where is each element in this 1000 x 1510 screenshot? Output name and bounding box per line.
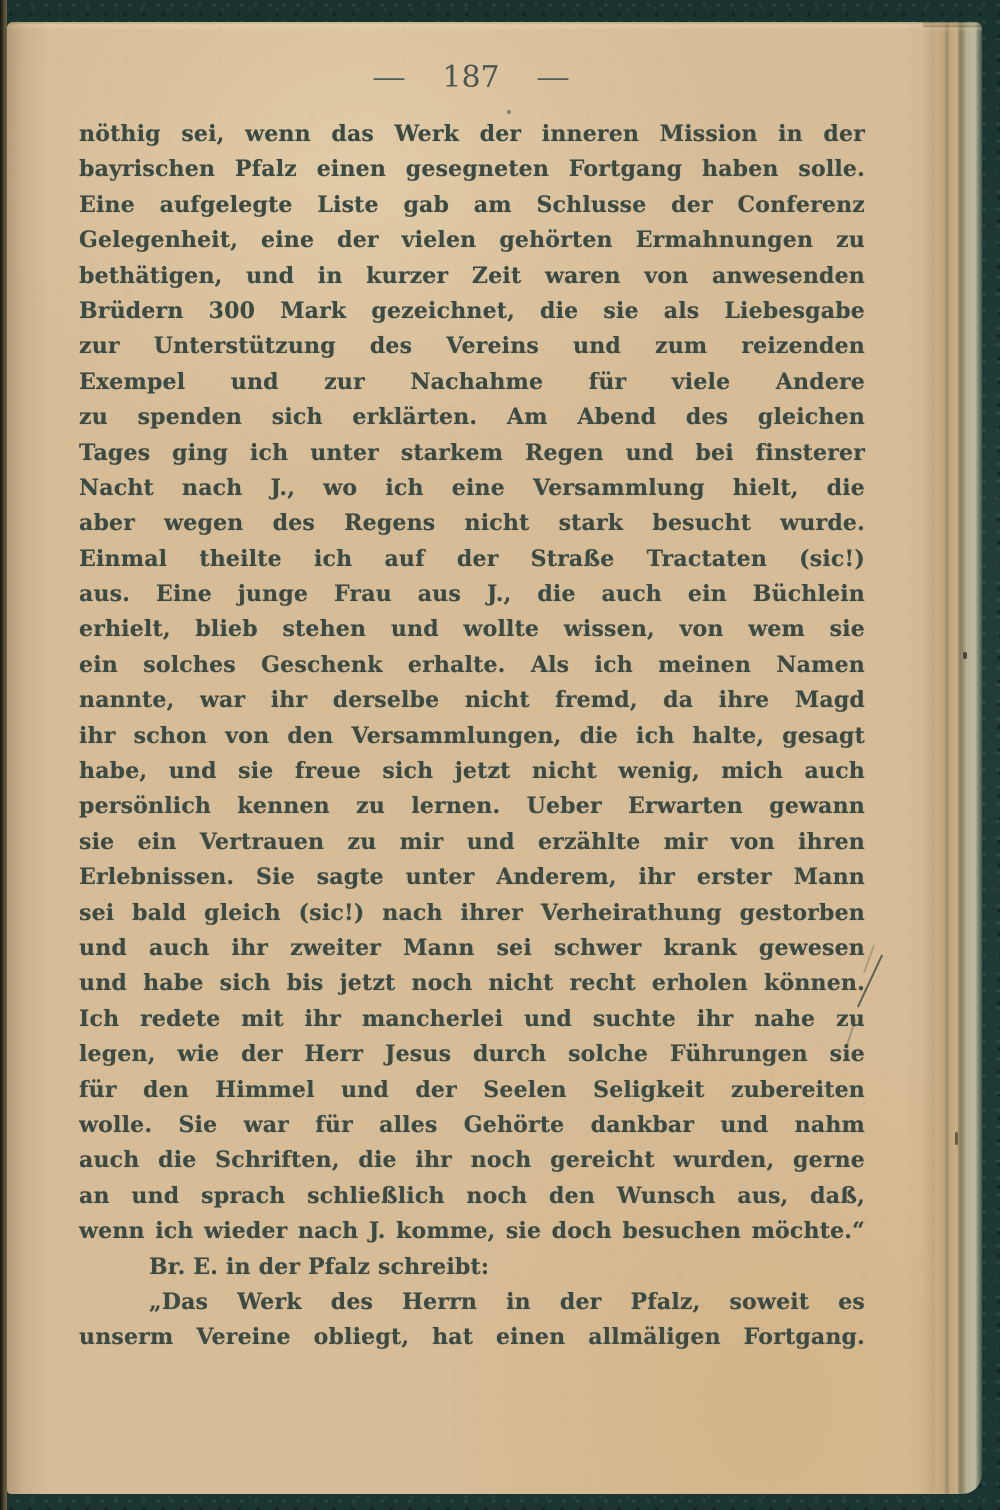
text-line: Tages ging ich unter starkem Regen und bei finsterer xyxy=(79,439,865,466)
text-line: Gelegenheit, eine der vielen gehörten Ermahnungen zu xyxy=(79,227,865,254)
text-line: Brüdern 300 Mark gezeichnet, die sie als Liebesgabe xyxy=(79,297,865,324)
text-line: wolle. Sie war für alles Gehörte dankbar und nahm xyxy=(79,1111,865,1138)
text-line: sie ein Vertrauen zu mir und erzählte mir von ihren xyxy=(79,828,865,855)
text-line: ein solches Geschenk erhalte. Als ich meinen Namen xyxy=(79,651,865,678)
text-line: Nacht nach J., wo ich eine Versammlung hielt, die xyxy=(79,474,865,501)
text-line: auch die Schriften, die ihr noch gereicht wurden, gerne xyxy=(79,1147,865,1174)
text-line: Ich redete mit ihr mancherlei und suchte ihr nahe zu xyxy=(79,1005,865,1032)
text-line: erhielt, blieb stehen und wollte wissen, von wem sie xyxy=(79,616,865,643)
text-line: unserm Vereine obliegt, hat einen allmäligen Fortgang. xyxy=(79,1324,865,1351)
text-line: aber wegen des Regens nicht stark besucht wurde. xyxy=(79,510,865,537)
text-line: Exempel und zur Nachahme für viele Andere xyxy=(79,368,865,395)
text-line: nöthig sei, wenn das Werk der inneren Mission in der xyxy=(79,121,865,147)
text-line: legen, wie der Herr Jesus durch solche Führungen sie xyxy=(79,1041,865,1068)
text-line-paragraph-lead: Br. E. in der Pfalz schreibt: xyxy=(149,1253,490,1280)
edge-speck xyxy=(955,1132,958,1145)
text-line: für den Himmel und der Seelen Seligkeit zubereiten xyxy=(79,1076,865,1103)
page-stack-fore-edge xyxy=(935,22,982,1494)
header-left-dash: — xyxy=(372,62,407,93)
ink-speck xyxy=(507,110,511,114)
text-line: habe, und sie freue sich jetzt nicht wenig, mich auch xyxy=(79,758,865,785)
text-line: zu spenden sich erklärten. Am Abend des gleichen xyxy=(79,404,865,431)
text-line: zur Unterstützung des Vereins und zum reizenden xyxy=(79,333,865,360)
text-line: und habe sich bis jetzt noch nicht recht erholen können. xyxy=(79,970,865,997)
text-line: sei bald gleich (sic!) nach ihrer Verheirathung gestorben xyxy=(79,899,865,926)
text-line: aus. Eine junge Frau aus J., die auch ein Büchlein xyxy=(79,581,865,608)
page-paper xyxy=(7,22,935,1494)
text-line: und auch ihr zweiter Mann sei schwer krank gewesen xyxy=(79,934,865,961)
text-line: wenn ich wieder nach J. komme, sie doch besuchen möchte.“ xyxy=(79,1218,865,1245)
text-line-quote-start: „Das Werk des Herrn in der Pfalz, soweit es xyxy=(149,1288,865,1315)
text-line: an und sprach schließlich noch den Wunsch aus, daß, xyxy=(79,1182,865,1209)
text-line: Einmal theilte ich auf der Straße Tractaten (sic!) xyxy=(79,545,865,572)
text-line: Eine aufgelegte Liste gab am Schlusse der Conferenz xyxy=(79,191,865,218)
page-number: 187 xyxy=(442,60,500,95)
text-line: persönlich kennen zu lernen. Ueber Erwarten gewann xyxy=(79,793,865,820)
body-text xyxy=(79,117,865,1356)
text-line: bayrischen Pfalz einen gesegneten Fortgang haben solle. xyxy=(79,156,865,183)
book-binding-edge xyxy=(0,0,7,1510)
text-line: Erlebnissen. Sie sagte unter Anderem, ihr erster Mann xyxy=(79,864,865,891)
text-line: nannte, war ihr derselbe nicht fremd, da ihre Magd xyxy=(79,687,865,714)
page-header xyxy=(7,60,935,95)
book-page xyxy=(7,22,982,1494)
text-line: ihr schon von den Versammlungen, die ich halte, gesagt xyxy=(79,722,865,749)
text-line: bethätigen, und in kurzer Zeit waren von anwesenden xyxy=(79,262,865,289)
header-right-dash: — xyxy=(535,62,570,93)
edge-speck xyxy=(963,652,967,659)
